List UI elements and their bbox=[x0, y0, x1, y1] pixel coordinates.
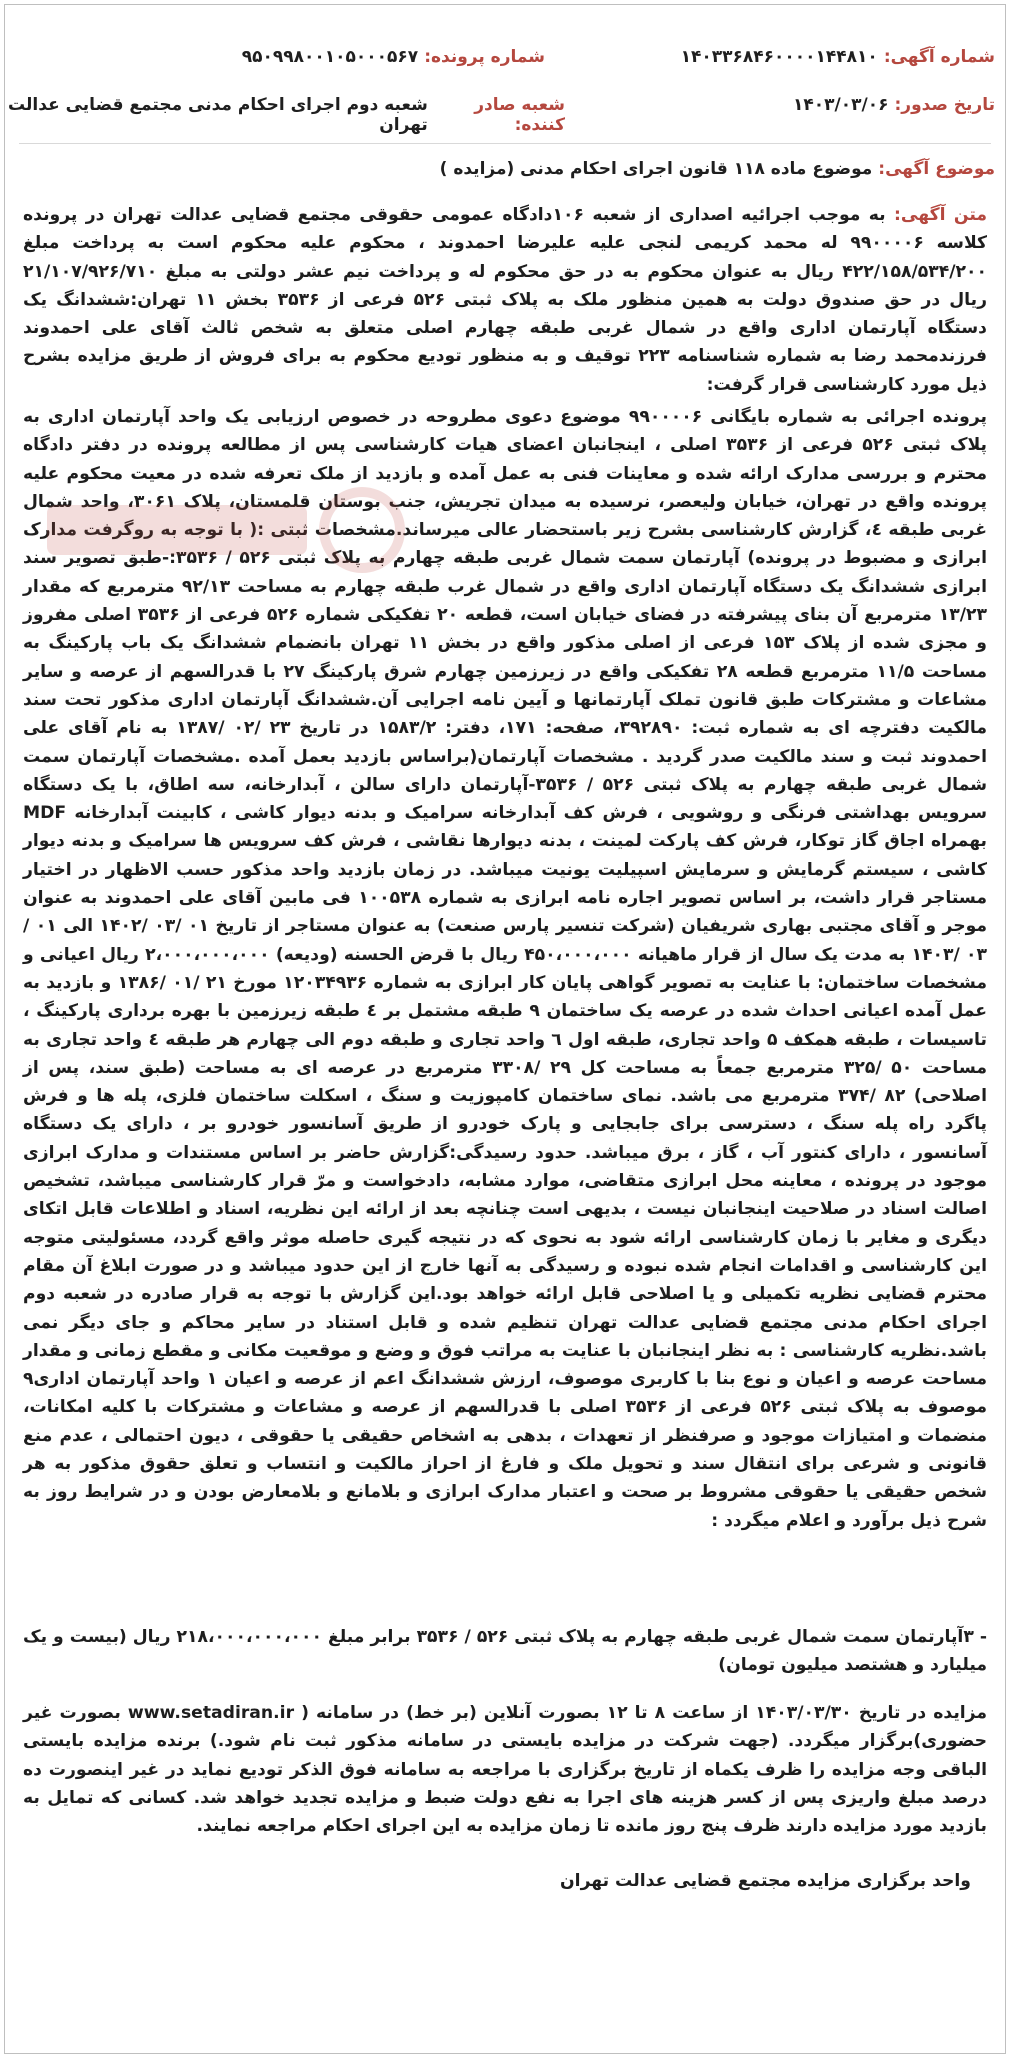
issuing-branch-label: شعبه صادر کننده: bbox=[474, 95, 565, 135]
case-number: ۹۵۰۹۹۸۰۰۱۰۵۰۰۰۵۶۷ bbox=[241, 47, 419, 67]
divider bbox=[19, 143, 991, 144]
issuing-branch-block bbox=[5, 95, 565, 135]
case-number-block bbox=[242, 47, 545, 67]
subject-block bbox=[440, 159, 995, 179]
case-number-label: شماره پرونده: bbox=[424, 47, 545, 67]
issuing-branch: شعبه دوم اجرای احکام مدنی مجتمع قضایی عدالت تهران bbox=[8, 95, 428, 135]
signature: واحد برگزاری مزایده مجتمع قضایی عدالت تهران bbox=[560, 1871, 971, 1891]
issue-date-block bbox=[793, 95, 995, 115]
issue-date-label: تاریخ صدور: bbox=[894, 95, 995, 115]
intro-text: به موجب اجرائیه اصداری از شعبه ۱۰۶دادگاه عمومی حقوقی مجتمع قضایی عدالت تهران در پرونده کلاسه ۹۹۰۰۰۰۶ له محمد کریمی لنجی علیه علیرضا احمدوند ، محکوم علیه محکوم است به پرداخت مبلغ ۴۲۲/۱۵۸/۵۳۴/۲۰۰ ریال به عنوان محکوم به در حق محکوم له و پرداخت نیم عشر دولتی به مبلغ ۲۱/۱۰۷/۹۲۶/۷۱۰ ریال در حق صندوق دولت به همین منظور ملک به پلاک ثبتی ۵۲۶ فرعی از ۳۵۳۶ بخش ۱۱ تهران:ششدانگ یک دستگاه آپارتمان اداری واقع در شمال غربی طبقه چهارم اصلی متعلق به شخص ثالث آقای علی احمدوند فرزندمحمد رضا به شماره شناسنامه ۲۲۳ توقیف و به منظور تودیع محکوم به برای فروش از طریق مزایده بشرح ذیل مورد کارشناسی قرار گرفت: bbox=[17, 205, 987, 395]
intro-paragraph bbox=[17, 201, 987, 399]
issue-date: ۱۴۰۳/۰۳/۰۶ bbox=[793, 95, 889, 115]
ad-document bbox=[4, 4, 1006, 2054]
ad-number-block bbox=[681, 47, 995, 67]
body-label: متن آگهی: bbox=[894, 205, 987, 225]
subject-text: موضوع ماده ۱۱۸ قانون اجرای احکام مدنی (مزایده ) bbox=[439, 159, 873, 179]
valuation-item: - ۳آپارتمان سمت شمال غربی طبقه چهارم به پلاک ثبتی ۵۲۶ / ۳۵۳۶ برابر مبلغ ۲۱۸،۰۰۰،۰۰۰،۰۰۰ ریال (بیست و یک میلیارد و هشتصد میلیون تومان) bbox=[17, 1627, 987, 1676]
main-paragraph: پرونده اجرائی به شماره بایگانی ۹۹۰۰۰۰۶ موضوع دعوی مطروحه در خصوص ارزیابی یک واحد آپارتمان اداری به پلاک ثبتی ۵۲۶ فرعی از ۳۵۳۶ اصلی ، اینجانبان اعضای هیات کارشناسی پس از مطالعه پرونده در دفتر دادگاه محترم و بررسی مدارک ارائه شده و معاینات فنی به عمل آمده و بازدید از ملک تعرفه شده در معیت محکوم علیه پرونده واقع در تهران، خیابان ولیعصر، نرسیده به میدان تجریش، جنب بوستان قلمستان، پلاک ۳۰۶۱، واحد شمال غربی طبقه ٤، گزارش کارشناسی بشرح زیر باستحضار عالی میرساند.مشخصات ثبتی :( با توجه به روگرفت مدارک ابرازی و مضبوط در پرونده) آپارتمان سمت شمال غربی طبقه چهارم به پلاک ثبتی ۵۲۶ / ۳۵۳۶:-طبق تصویر سند ابرازی ششدانگ یک دستگاه آپارتمان اداری واقع در شمال غرب طبقه چهارم به مساحت ۹۲/۱۳ مترمربع که مقدار ۱۳/۲۳ مترمربع آن بنای پیشرفته در فضای خیابان است، قطعه ۲۰ تفکیکی شماره ۵۲۶ فرعی از ۳۵۳۶ اصلی مفروز و مجزی شده از پلاک ۱۵۳ فرعی از اصلی مذکور واقع در بخش ۱۱ تهران بانضمام ششدانگ یک باب پارکینگ به مساحت ۱۱/۵ مترمربع قطعه ۲۸ تفکیکی واقع در زیرزمین چهارم شرق پارکینگ ۲۷ با قدرالسهم از عرصه و سایر مشاعات و مشترکات طبق قانون تملک آپارتمانها و آیین نامه اجرایی آن.ششدانگ آپارتمان اداری مذکور تحت سند مالکیت دفترچه ای به شماره ثبت: ۳۹۲۸۹۰، صفحه: ۱۷۱، دفتر: ۱۵۸۳/۲ در تاریخ ۲۳ /۰۲ /۱۳۸۷ به نام آقای علی احمدوند ثبت و سند مالکیت صدر گردید . مشخصات آپارتمان(براساس بازدید بعمل آمده .مشخصات آپارتمان سمت شمال غربی طبقه چهارم به پلاک ثبتی ۵۲۶ / ۳۵۳۶-آپارتمان دارای سالن ، آبدارخانه، سه اطاق، با یک دستگاه سرویس بهداشتی فرنگی و روشویی ، فرش کف آبدارخانه سرامیک و بدنه دیوار کاشی ، کابینت آبدارخانه MDF بهمراه اجاق گاز توکار، فرش کف پارکت لمینت ، بدنه دیوارها نقاشی ، فرش کف سرویس ها سرامیک و بدنه دیوار کاشی ، سیستم گرمایش و سرمایش اسپیلیت یونیت میباشد. در زمان بازدید واحد مذکور حسب الاظهار در اختیار مستاجر قرار داشت، بر اساس تصویر اجاره نامه ابرازی به شماره ۱۰۰۵۳۸ فی مابین آقای علی احمدوند به عنوان موجر و آقای مجتبی بهاری شریفیان (شرکت تنسیر پارس صنعت) به عنوان مستاجر از تاریخ ۰۱ /۰۳ /۱۴۰۲ الی ۰۱ /۰۳ /۱۴۰۳ به مدت یک سال از قرار ماهیانه ۴۵۰،۰۰۰،۰۰۰ ریال با قرض الحسنه (ودیعه) ۲،۰۰۰،۰۰۰،۰۰۰ ریال اعیانی و مشخصات ساختمان: با عنایت به تصویر گواهی پایان کار ابرازی به شماره ۱۲۰۳۴۹۳۶ مورخ ۲۱ /۰۱ /۱۳۸۶ و بازدید به عمل آمده اعیانی احداث شده در عرصه یک ساختمان ۹ طبقه مشتمل بر ٤ طبقه زیرزمین با بهره برداری پارکینگ ، تاسیسات ، طبقه همکف ۵ واحد تجاری، طبقه اول ٦ واحد تجاری و طبقه دوم الی چهارم هر طبقه ٤ واحد تجاری به مساحت ۵۰ /۳۲۵ مترمربع جمعاً به مساحت کل ۲۹ /۳۳۰۸ مترمربع در عرصه ای به مساحت (طبق سند، پس از اصلاحی) ۸۲ /۳۷۴ مترمربع می باشد. نمای ساختمان کامپوزیت و سنگ ، اسکلت ساختمان فلزی، پله ها و فرش پاگرد راه پله سنگ ، دسترسی برای جابجایی و پارک خودرو از طریق آسانسور خودرو بر ، دارای یک دستگاه آسانسور ، دارای کنتور آب ، گاز ، برق میباشد. حدود رسیدگی:گزارش حاضر بر اساس مستندات و مدارک ابرازی موجود در پرونده ، معاینه محل ابرازی متقاضی، موارد مشابه، دادخواست و مرّ قرار کارشناسی میباشد، تشخیص اصالت اسناد در صلاحیت اینجانبان نیست ، بدیهی است چنانچه بعد از ارائه این نظریه، اسناد و اطلاعات قابل اتکای دیگری و مغایر با زمان کارشناسی ارائه شود به نحوی که در نتیجه گیری حاصله موثر واقع گردد، مسئولیتی متوجه این کارشناسی و اقدامات انجام شده نبوده و رسیدگی به آنها خارج از این حدود میباشد و در صورت ابلاغ آن مقام محترم قضایی نظریه تکمیلی و یا اصلاحی قابل ارائه خواهد بود.این گزارش با توجه به قرار صادره در شعبه دوم اجرای احکام مدنی مجتمع قضایی عدالت تهران تنظیم شده و قابل استناد در سایر محاکم و جای دیگر نمی باشد.نظریه کارشناسی : به نظر اینجانبان با عنایت به مراتب فوق و وضع و موقعیت مکانی و مقطع زمانی و مقدار مساحت عرصه و اعیان و نوع بنا با کاربری موصوف، ارزش ششدانگ اعم از عرصه و اعیان ۱ واحد آپارتمان اداری۹ موصوف به پلاک ثبتی ۵۲۶ فرعی از ۳۵۳۶ اصلی با قدرالسهم از عرصه و مشاعات و مشترکات با کلیه امکانات، منضمات و امتیازات موجود و صرفنظر از تعهدات ، بدهی به اشخاص حقیقی یا حقوقی ، دیون احتمالی ، عدم منع قانونی و شرعی برای انتقال سند و تحویل ملک و فارغ از احراز مالکیت و انتساب و تعلق حقوق مذکور به هر شخص حقیقی یا حقوقی مشروط بر صحت و اعتبار مدارک ابرازی و بلامانع و بلامعارض بودن و در شرایط روز به شرح ذیل برآورد و اعلام میگردد : bbox=[17, 407, 988, 1531]
auction-paragraph: مزایده در تاریخ ۱۴۰۳/۰۳/۳۰ از ساعت ۸ تا ۱۲ بصورت آنلاین (بر خط) در سامانه ( www.setadiran.ir بصورت غیر حضوری)برگزار میگردد. (جهت شرکت در مزایده بایستی در سامانه مذکور ثبت نام شود.) برنده مزایده بایستی الباقی وجه مزایده را ظرف یکماه از تاریخ برگزاری با مراجعه به سامانه فوق الذکر تودیع نماید در غیر اینصورت ده درصد مبلغ واریزی پس از کسر هزینه های اجرا به نفع دولت ضبط و مزایده تجدید خواهد شد. کسانی که تمایل به بازدید مورد مزایده دارند ظرف پنج روز مانده تا زمان مزایده به این اجرای احکام مراجعه نمایند. bbox=[17, 1703, 988, 1837]
ad-number: ۱۴۰۳۳۶۸۴۶۰۰۰۰۱۴۴۸۱۰ bbox=[680, 47, 878, 67]
ad-number-label: شماره آگهی: bbox=[883, 47, 995, 67]
subject-label: موضوع آگهی: bbox=[878, 159, 995, 179]
